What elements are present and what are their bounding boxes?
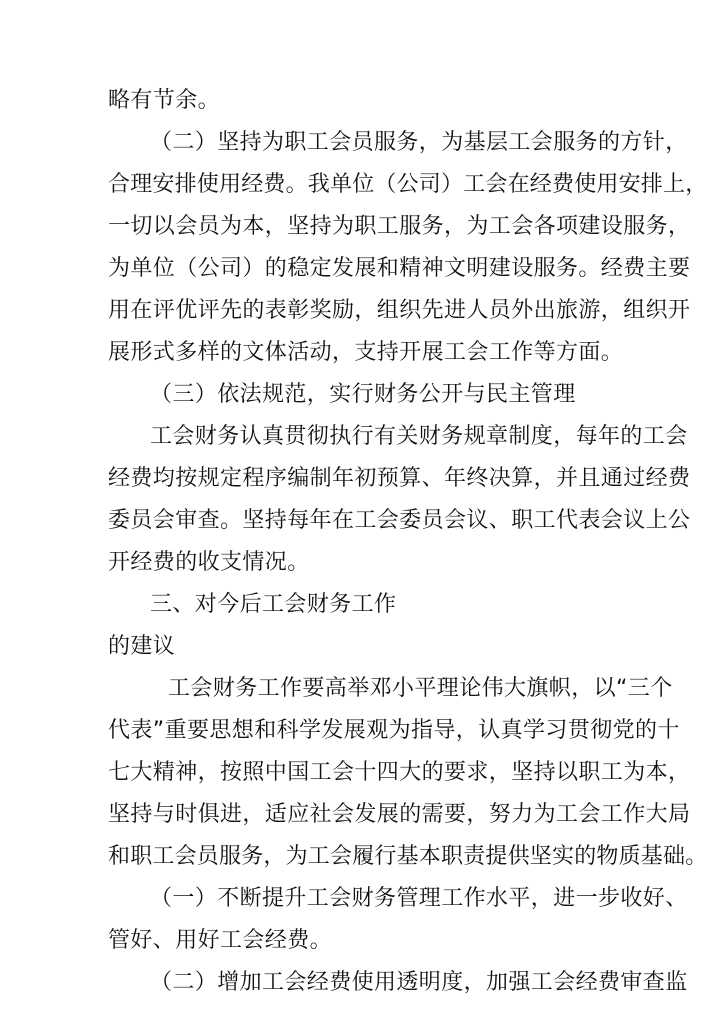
text-line: 工会财务工作要高举邓小平理论伟大旗帜，以“三个 [168,676,673,701]
text-line: 委员会审查。坚持每年在工会委员会议、职工代表会议上公 [108,508,691,533]
text-line: 坚持与时俱进，适应社会发展的需要，努力为工会工作大局 [108,802,691,827]
section-heading: （一）不断提升工会财务管理工作水平，进一步收好、 [150,886,688,911]
text-line: 工会财务认真贯彻执行有关财务规章制度，每年的工会 [150,424,688,449]
section-heading: 三、对今后工会财务工作 [150,592,397,617]
section-heading: （二）增加工会经费使用透明度，加强工会经费审查监 [150,970,688,995]
text-line: 为单位（公司）的稳定发展和精神文明建设服务。经费主要 [108,256,691,281]
text-line: 七大精神，按照中国工会十四大的要求，坚持以职工为本， [108,760,691,785]
section-heading: （二）坚持为职工会员服务，为基层工会服务的方针， [150,130,688,155]
section-heading: （三）依法规范，实行财务公开与民主管理 [150,382,576,407]
text-line: 展形式多样的文体活动，支持开展工会工作等方面。 [108,340,624,365]
section-heading: 的建议 [108,634,176,659]
text-line: 一切以会员为本，坚持为职工服务，为工会各项建设服务， [108,214,691,239]
text-line: 代表”重要思想和科学发展观为指导，认真学习贯彻党的十 [108,718,680,743]
text-line: 开经费的收支情况。 [108,550,310,575]
text-line: 经费均按规定程序编制年初预算、年终决算，并且通过经费 [108,466,691,491]
text-line: 略有节余。 [108,88,221,113]
text-line: 管好、用好工会经费。 [108,928,333,953]
text-line: 用在评优评先的表彰奖励，组织先进人员外出旅游，组织开 [108,298,691,323]
text-line: 和职工会员服务，为工会履行基本职责提供坚实的物质基础。 [108,844,708,869]
text-line: 合理安排使用经费。我单位（公司）工会在经费使用安排上， [108,172,708,197]
